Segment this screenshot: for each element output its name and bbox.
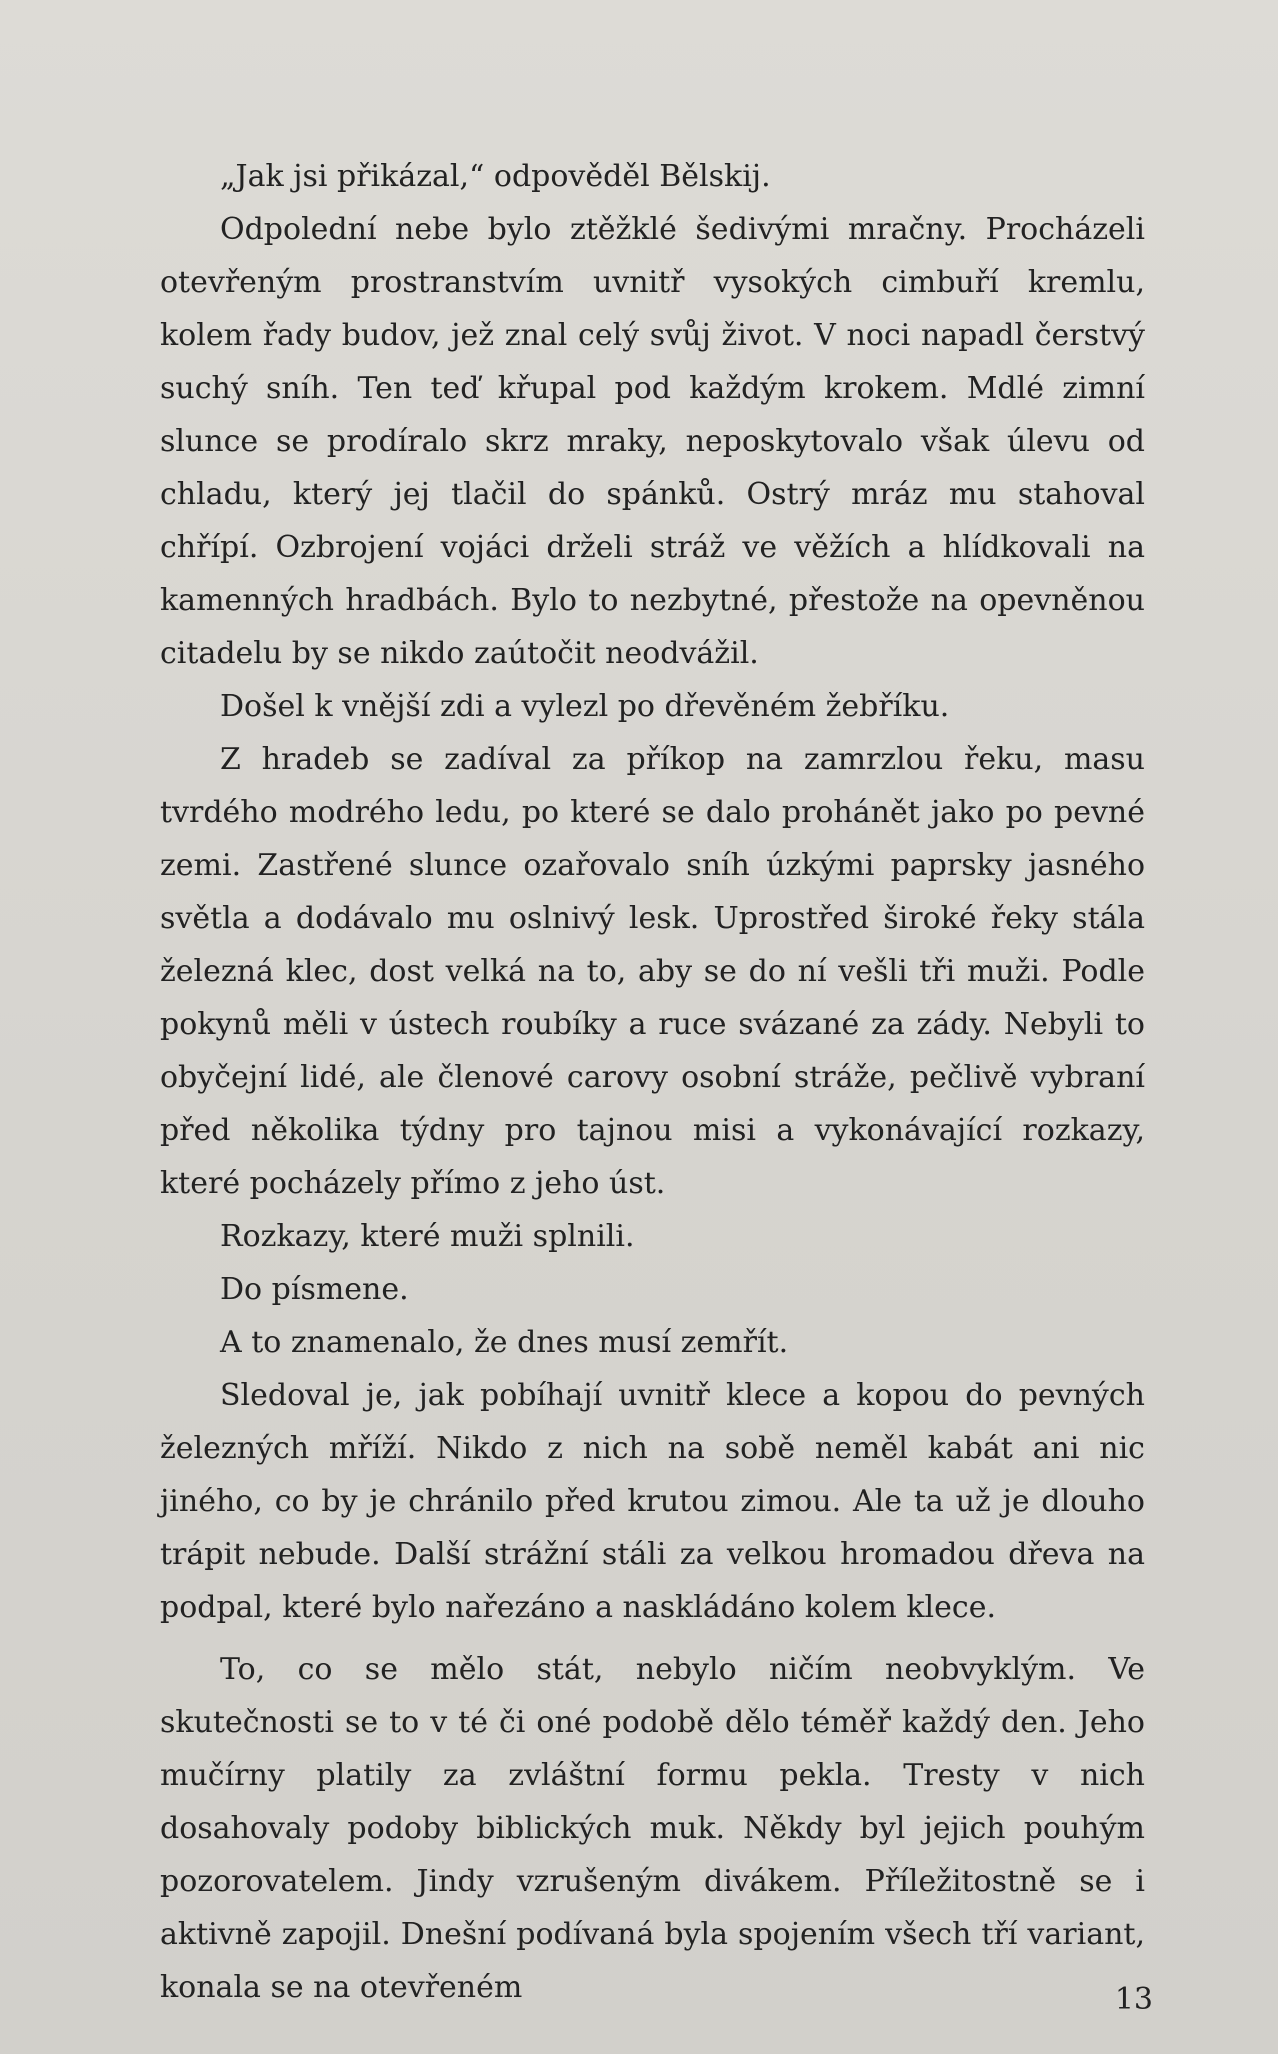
paragraph: A to znamenalo, že dnes musí zemřít. (220, 1325, 789, 1360)
paragraph: Odpolední nebe bylo ztěžklé šedivými mračny. Procházeli otevřeným prostranstvím uvnitř vysokých cimbuří kremlu, kolem řady budov, jež znal celý svůj život. V noci napadl čerstvý suchý sníh. Ten teď křupal pod každým krokem. Mdlé zimní slunce se prodíralo skrz mraky, neposkytovalo však úlevu od chladu, který jej tlačil do spánků. Ostrý mráz mu stahoval chřípí. Ozbrojení vojáci drželi stráž ve věžích a hlídkovali na kamenných hradbách. Bylo to nezbytné, přestože na opevněnou citadelu by se nikdo zaútočit neodvážil. (160, 212, 1145, 671)
paragraph: Sledoval je, jak pobíhají uvnitř klece a kopou do pevných železných mříží. Nikdo z nich na sobě neměl kabát ani nic jiného, co by je chránilo před krutou zimou. Ale ta už je dlouho trápit nebude. Další strážní stáli za velkou hromadou dřeva na podpal, které bylo nařezáno a naskládáno kolem klece. (160, 1378, 1145, 1625)
paragraph: Došel k vnější zdi a vylezl po dřevěném žebříku. (220, 689, 950, 724)
page-number: 13 (1114, 1982, 1153, 2017)
paragraph: To, co se mělo stát, nebylo ničím neobvyklým. Ve skutečnosti se to v té či oné podobě dělo téměř každý den. Jeho mučírny platily za zvláštní formu pekla. Tresty v nich dosahovaly podoby biblických muk. Někdy byl jejich pouhým pozorovatelem. Jindy vzrušeným divákem. Příležitostně se i aktivně zapojil. Dnešní podívaná byla spojením všech tří variant, konala se na otevřeném (160, 1652, 1145, 2005)
paragraph: Z hradeb se zadíval za příkop na zamrzlou řeku, masu tvrdého modrého ledu, po které se dalo prohánět jako po pevné zemi. Zastřené slunce ozařovalo sníh úzkými paprsky jasného světla a dodávalo mu oslnivý lesk. Uprostřed široké řeky stála železná klec, dost velká na to, aby se do ní vešli tři muži. Podle pokynů měli v ústech roubíky a ruce svázané za zády. Nebyli to obyčejní lidé, ale členové carovy osobní stráže, pečlivě vybraní před několika týdny pro tajnou misi a vykonávající rozkazy, které pocházely přímo z jeho úst. (160, 742, 1145, 1201)
paragraph: Rozkazy, které muži splnili. (220, 1219, 635, 1254)
paragraph: „Jak jsi přikázal,“ odpověděl Bělskij. (220, 159, 771, 194)
paragraph: Do písmene. (220, 1272, 409, 1307)
body-text (160, 150, 1145, 2014)
